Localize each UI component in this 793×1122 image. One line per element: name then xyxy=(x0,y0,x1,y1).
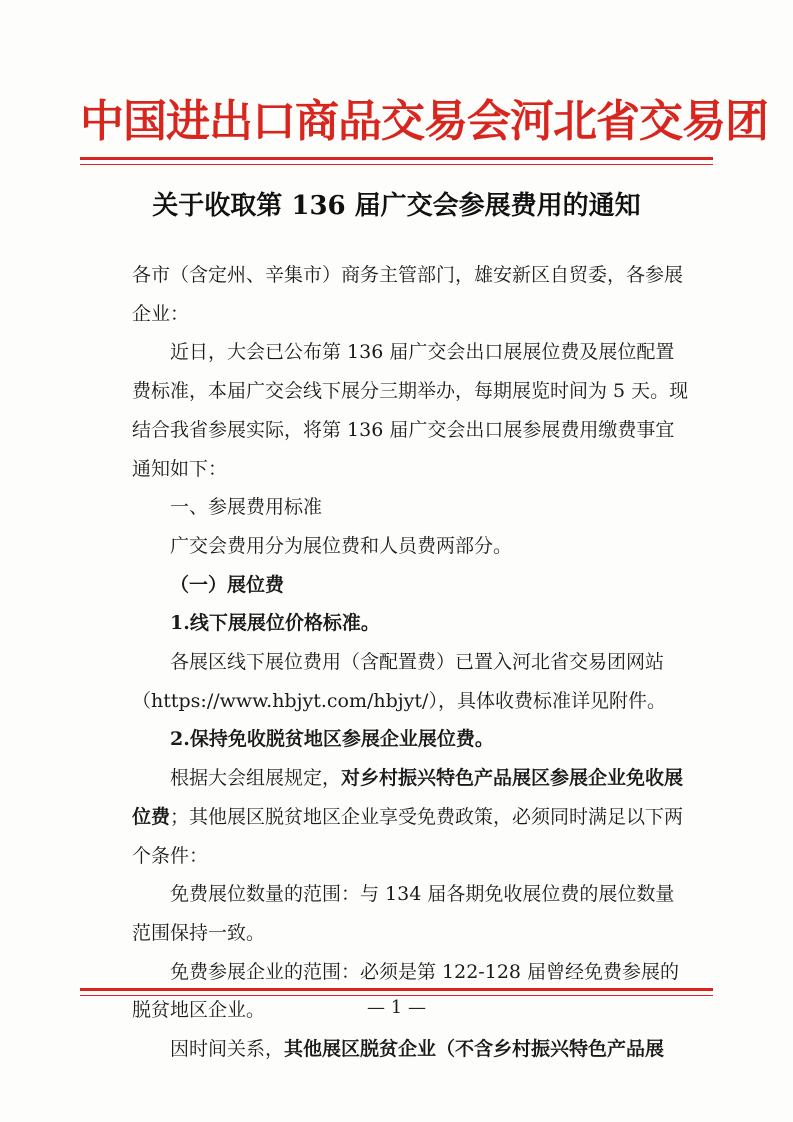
header-rule-thin xyxy=(80,164,713,165)
last-text-a: 因时间关系， xyxy=(170,1038,285,1061)
item-2-heading: 2.保持免收脱贫地区参展企业展位费。 xyxy=(170,728,494,751)
salutation: 各市（含定州、辛集市）商务主管部门，雄安新区自贸委，各参展企业： xyxy=(132,264,684,325)
footer-rule-thick xyxy=(80,988,713,991)
item-1-text: 各展区线下展位费用（含配置费）已置入河北省交易团网站（https://www.hbjyt.com/hbjyt/），具体收费标准详见附件。 xyxy=(132,651,666,712)
item-2-text-a: 根据大会组展规定， xyxy=(170,767,342,790)
section-1-heading: 一、参展费用标准 xyxy=(170,496,323,519)
item-1-heading: 1.线下展展位价格标准。 xyxy=(170,612,380,635)
subsection-1-heading: （一）展位费 xyxy=(170,573,285,596)
condition-1: 免费展位数量的范围：与 134 届各期免收展位费的展位数量范围保持一致。 xyxy=(132,883,675,944)
item-2-text-b: ；其他展区脱贫地区企业享受免费政策，必须同时满足以下两个条件： xyxy=(132,805,684,867)
header-rule-thick xyxy=(80,157,713,160)
section-1-text: 广交会费用分为展位费和人员费两部分。 xyxy=(170,534,513,557)
document-body xyxy=(132,256,692,1069)
intro-paragraph: 近日，大会已公布第 136 届广交会出口展展位费及展位配置费标准，本届广交会线下展分三期举办，每期展览时间为 5 天。现结合我省参展实际，将第 136 届广交会出口展参展费用缴费事宜通知如下： xyxy=(132,341,689,480)
last-text-bold: 其他展区脱贫企业（不含乡村振兴特色产品展 xyxy=(284,1038,665,1061)
item-2-text-bold: 对乡村振兴特色产品展区参展企业免收展位费 xyxy=(132,767,684,828)
condition-2: 免费参展企业的范围：必须是第 122-128 届曾经免费参展的脱贫地区企业。 xyxy=(132,960,680,1022)
last-paragraph xyxy=(132,1030,692,1069)
org-header: 中国进出口商品交易会河北省交易团 xyxy=(80,96,768,147)
page-number: — 1 — xyxy=(367,997,426,1018)
item-2-text xyxy=(132,759,692,875)
document-title: 关于收取第 136 届广交会参展费用的通知 xyxy=(152,191,641,221)
